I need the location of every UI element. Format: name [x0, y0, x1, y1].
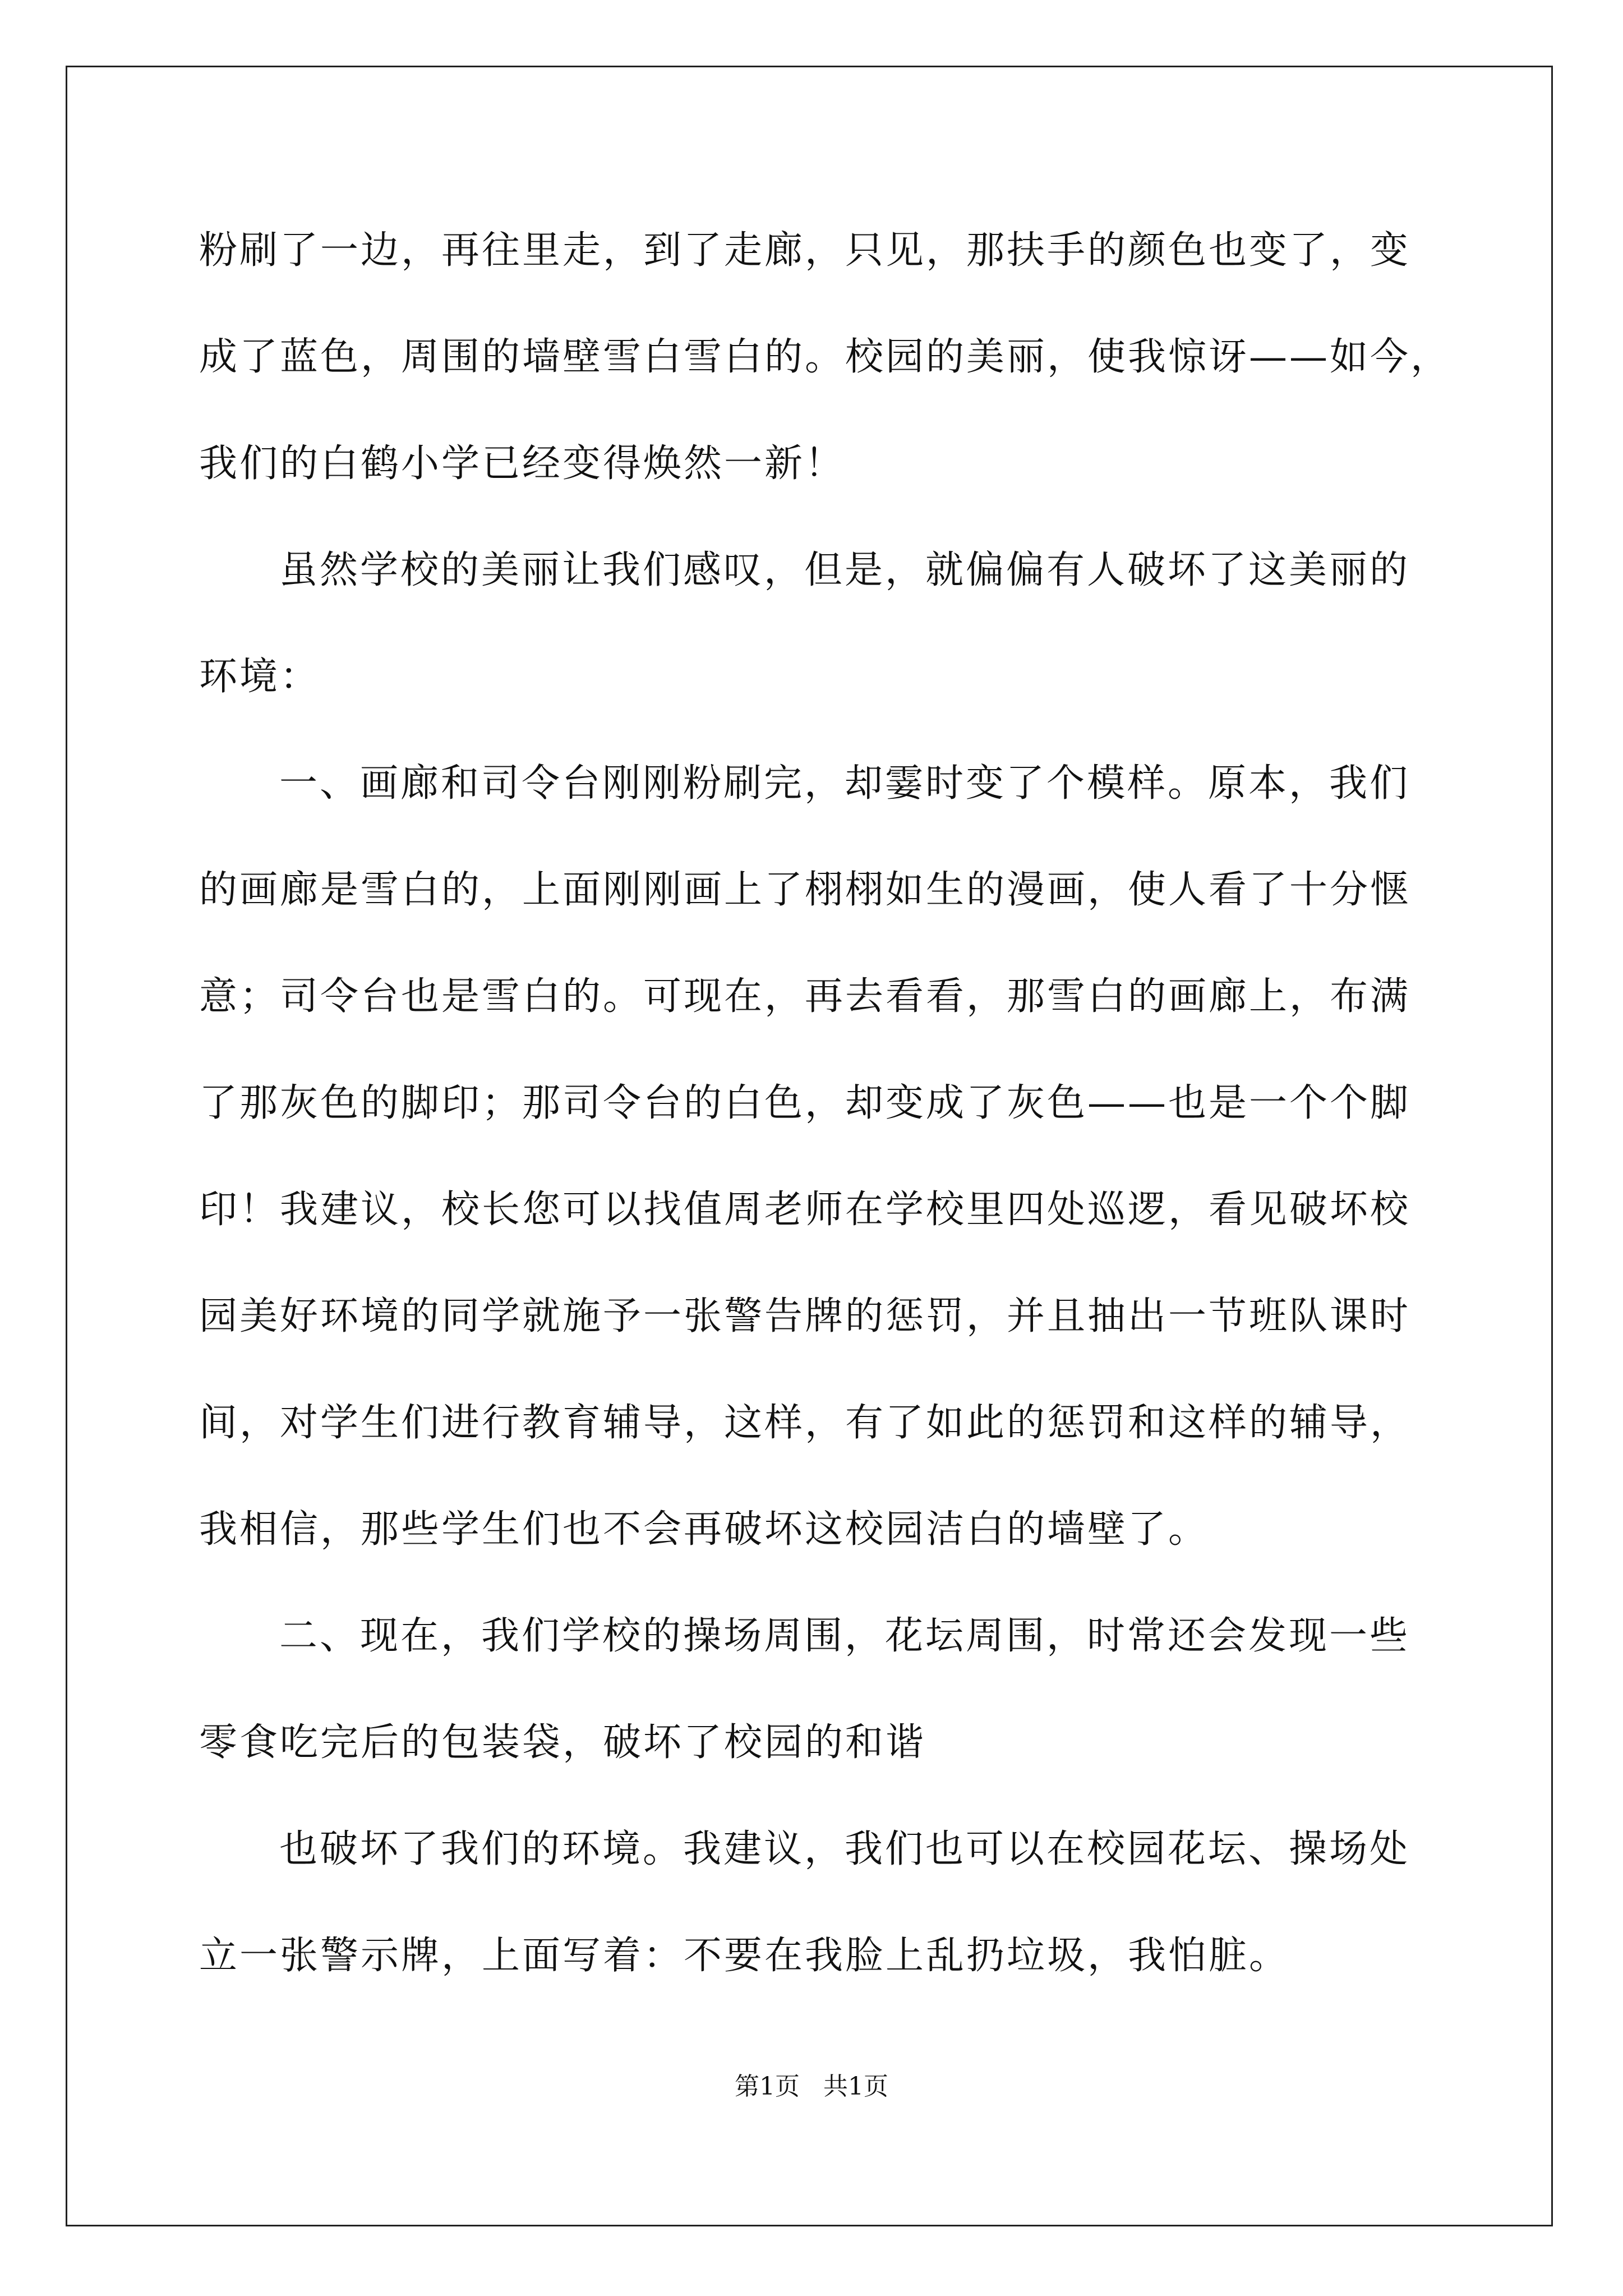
- paragraph-start-line: 虽然学校的美丽让我们感叹，但是，就偏偏有人破坏了这美丽的: [279, 548, 1410, 592]
- text-line: 零食吃完后的包装袋，破坏了校园的和谐: [199, 1720, 926, 1765]
- text-line: 我相信，那些学生们也不会再破坏这校园洁白的墙壁了。: [199, 1507, 1209, 1552]
- text-line: 我们的白鹤小学已经变得焕然一新！: [199, 441, 846, 486]
- page-footer: 第1页 共1页: [735, 2072, 888, 2101]
- text-line: 园美好环境的同学就施予一张警告牌的惩罚，并且抽出一节班队课时: [199, 1294, 1411, 1338]
- text-line: 的画廊是雪白的，上面刚刚画上了栩栩如生的漫画，使人看了十分惬: [199, 868, 1411, 912]
- paragraph-start-line: 也破坏了我们的环境。我建议，我们也可以在校园花坛、操场处: [279, 1827, 1410, 1871]
- text-line: 环境：: [199, 655, 321, 699]
- page-border: [66, 66, 1553, 2226]
- text-line: 粉刷了一边，再往里走，到了走廊，只见，那扶手的颜色也变了，变: [199, 228, 1411, 273]
- text-line: 立一张警示牌，上面写着：不要在我脸上乱扔垃圾，我怕脏。: [199, 1934, 1290, 1978]
- text-line: 成了蓝色，周围的墙壁雪白雪白的。校园的美丽，使我惊讶——如今，: [199, 335, 1451, 379]
- text-line: 了那灰色的脚印；那司令台的白色，却变成了灰色——也是一个个脚: [199, 1081, 1411, 1125]
- text-line: 意；司令台也是雪白的。可现在，再去看看，那雪白的画廊上，布满: [199, 974, 1411, 1019]
- text-line: 印！我建议，校长您可以找值周老师在学校里四处巡逻，看见破坏校: [199, 1188, 1411, 1232]
- text-line: 间，对学生们进行教育辅导，这样，有了如此的惩罚和这样的辅导，: [199, 1401, 1411, 1445]
- paragraph-start-line: 二、现在，我们学校的操场周围，花坛周围，时常还会发现一些: [279, 1614, 1410, 1658]
- paragraph-start-line: 一、画廊和司令台刚刚粉刷完，却霎时变了个模样。原本，我们: [279, 761, 1410, 806]
